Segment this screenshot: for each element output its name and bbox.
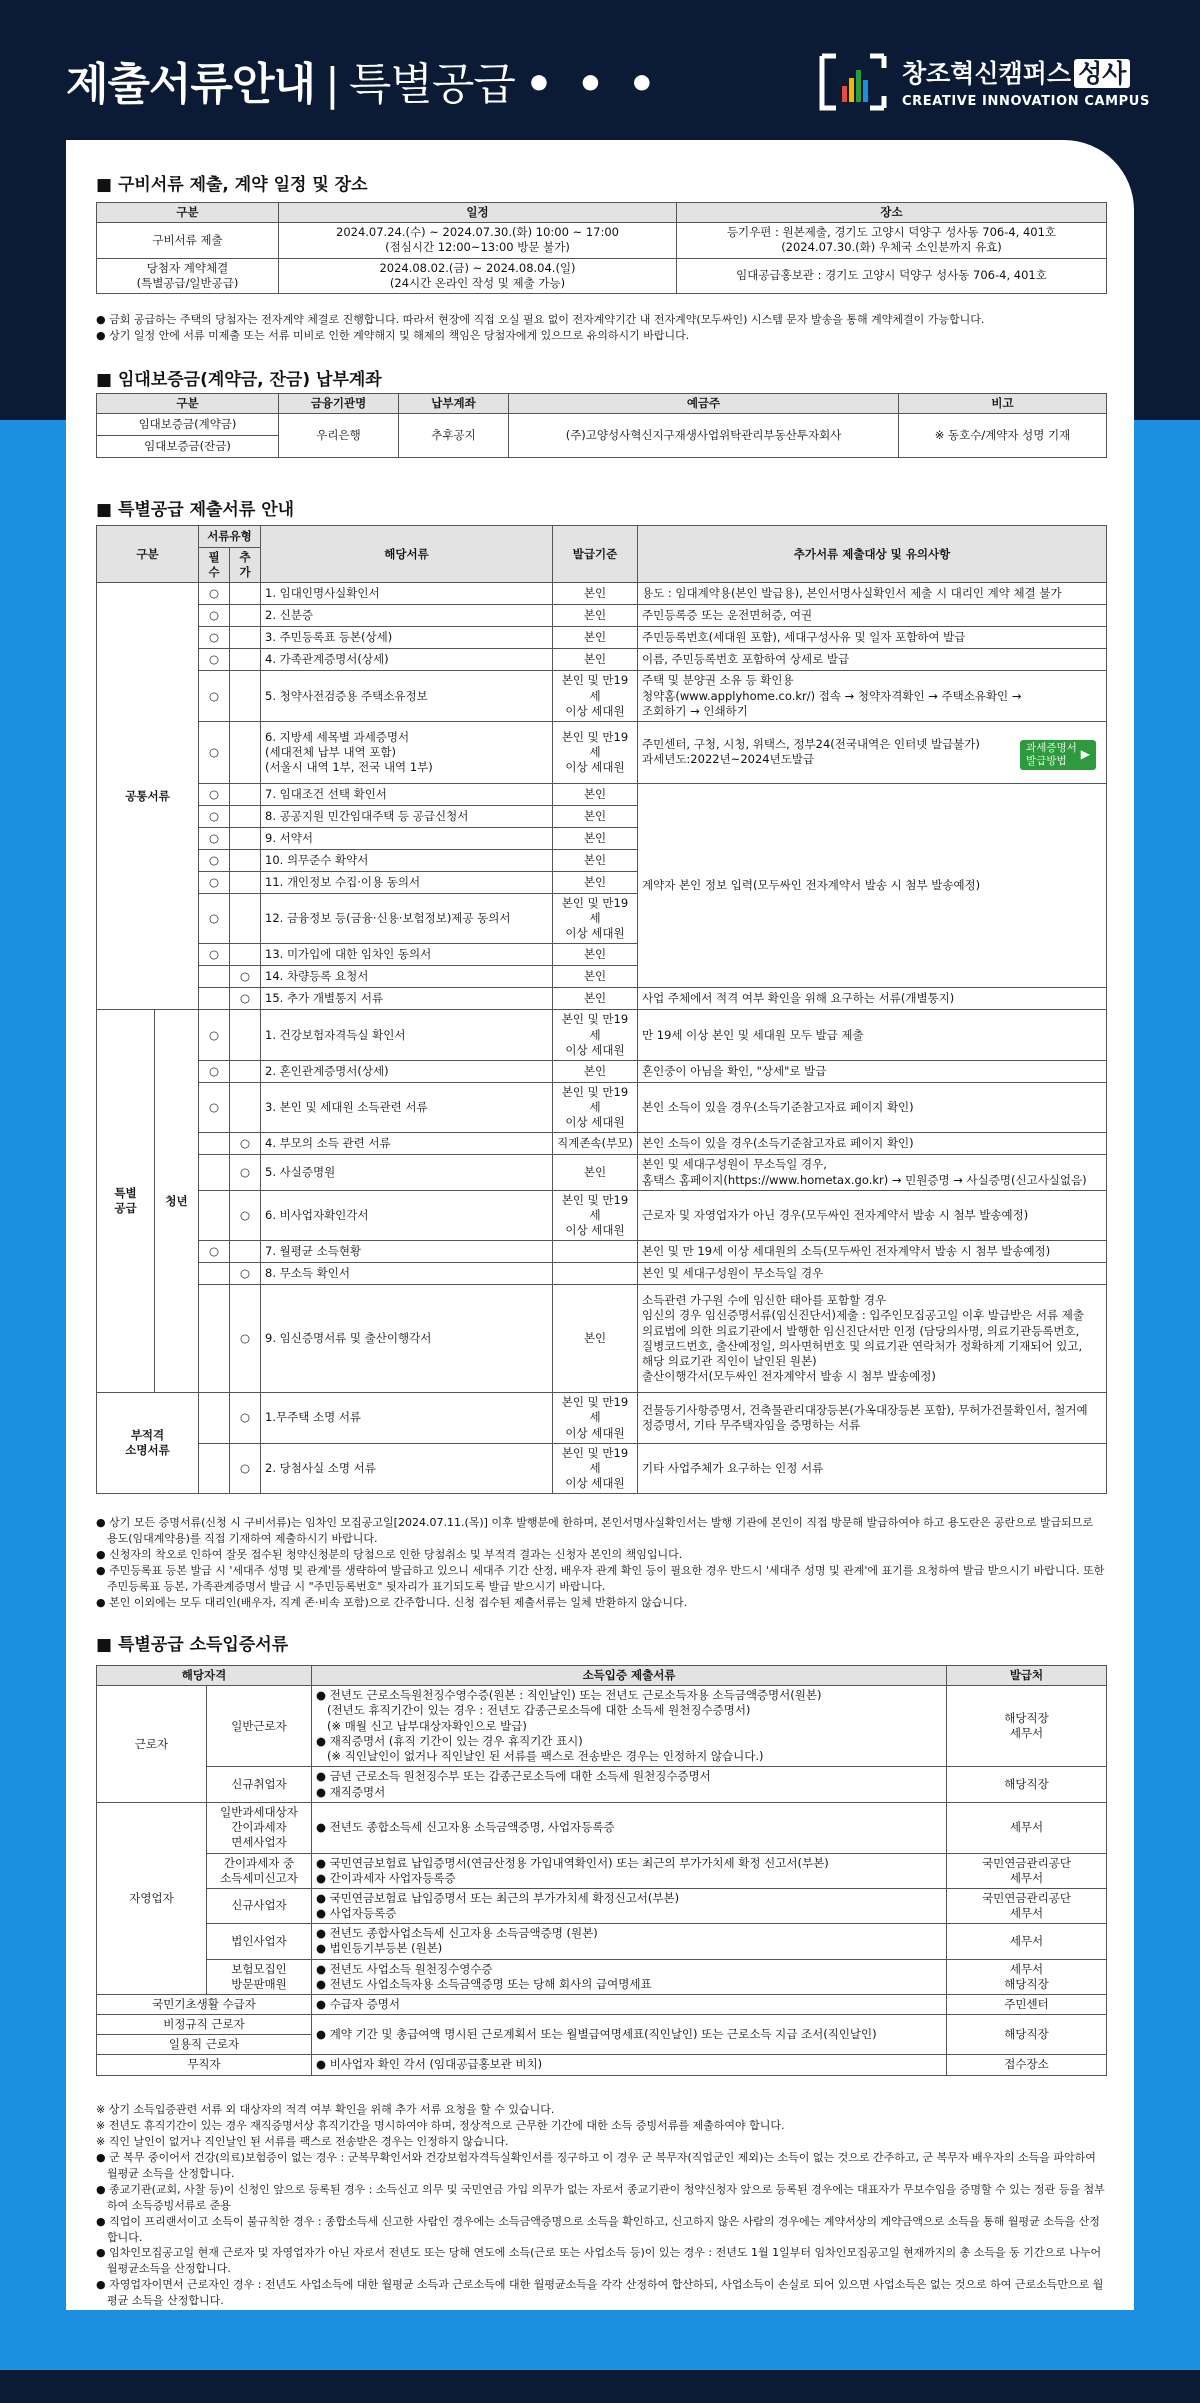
issue-basis: [553, 1241, 638, 1263]
required-mark: ○: [199, 783, 230, 805]
table-row: [97, 1263, 1107, 1285]
section-title-income-docs: ■ 특별공급 소득입증서류: [96, 1635, 289, 1655]
note: ● 신청자의 착오로 인하여 잘못 접수된 청약신청분의 당첨으로 인한 당첨취소 및 부적격 결과는 신청자 본인의 책임입니다.: [96, 1547, 683, 1561]
issue-basis: 본인: [553, 966, 638, 988]
note: ● 직업이 프리랜서이고 소득이 불규칙한 경우 : 종합소득세 신고한 사람인 경우에는 소득금액증명으로 소득을 확인하고, 신고하지 않은 사람의 경우에는 계약서상의 계약금액으로 소득을 통해 월평균 소득을 산정합니다.: [96, 2214, 1100, 2244]
table-row: [97, 2055, 1107, 2075]
category-unfit: 부적격 소명서류: [97, 1393, 199, 1494]
issue-basis: 본인: [553, 605, 638, 627]
extra-note: 주민등록번호(세대원 포함), 세대구성사유 및 일자 포함하여 발급: [638, 627, 1107, 649]
income-doc-list: ● 국민연금보험료 납입증명서(연금산정용 가입내역확인서) 또는 최근의 부가가치세 확정 신고서(부본) ● 간이과세자 사업자등록증: [312, 1853, 947, 1888]
required-mark: [199, 1133, 230, 1155]
additional-mark: [230, 1060, 261, 1082]
note: ※ 전년도 휴직기간이 있는 경우 재직증명서상 휴직기간을 명시하여야 하며, 정상적으로 근무한 기간에 대한 소득 증빙서류를 제출하여야 합니다.: [96, 2118, 785, 2132]
qualification-daily: 일용직 근로자: [97, 2035, 312, 2055]
required-mark: [199, 988, 230, 1010]
account-remark: ※ 동호수/계약자 성명 기재: [899, 414, 1107, 458]
required-mark: ○: [199, 649, 230, 671]
campus-logo-icon: [818, 52, 888, 112]
page-header: [0, 0, 1200, 140]
table-row: [97, 2015, 1107, 2035]
issue-basis: 본인: [553, 805, 638, 827]
note: ※ 직인 날인이 없거나 직인날인 된 서류를 팩스로 전송받은 경우는 인정하지 않습니다.: [96, 2134, 509, 2148]
issue-basis: 본인: [553, 1285, 638, 1393]
note: ● 자영업자이면서 근로자인 경우 : 전년도 사업소득에 대한 월평균 소득과 근로소득에 대한 월평균소득을 각각 산정하여 합산하되, 사업소득이 손실로 되어 있으면 사업소득은 없는 것으로 하여 근로소득만으로 월평균 소득을 산정합니다.: [96, 2278, 1104, 2308]
logo-badge: 성사: [1074, 59, 1130, 88]
extra-note: 본인 소득이 있을 경우(소득기준참고자료 페이지 확인): [638, 1082, 1107, 1133]
contract-schedule: [279, 258, 677, 293]
th-gubun: 구분: [97, 394, 279, 414]
document-name: 7. 월평균 소득현황: [261, 1241, 553, 1263]
title-sub: 특별공급: [348, 59, 515, 110]
issue-basis: 본인 및 만19세 이상 세대원: [553, 1010, 638, 1061]
document-name: 9. 서약서: [261, 827, 553, 849]
extra-note: [638, 721, 1107, 783]
extra-note: 용도 : 임대계약용(본인 발급용), 본인서명사실확인서 제출 시 대리인 계약 체결 불가: [638, 583, 1107, 605]
extra-note: 근로자 및 자영업자가 아닌 경우(모두싸인 전자계약서 발송 시 첨부 발송예정): [638, 1190, 1107, 1241]
tax-certificate-guide-button[interactable]: [1020, 740, 1096, 770]
qualification-sub: 신규취업자: [207, 1767, 312, 1803]
campus-logo: [818, 50, 1148, 120]
document-name: 12. 금융정보 등(금융·신용·보험정보)제공 동의서: [261, 893, 553, 944]
schedule-line: 2024.07.24.(수) ~ 2024.07.30.(화) 10:00 ~ 17:00: [336, 225, 619, 240]
issue-basis: 본인 및 만19세 이상 세대원: [553, 1190, 638, 1241]
issue-basis: 본인 및 만19세 이상 세대원: [553, 721, 638, 783]
additional-mark: [230, 1010, 261, 1061]
document-name: 2. 당첨사실 소명 서류: [261, 1443, 553, 1494]
issue-basis: 직계존속(부모): [553, 1133, 638, 1155]
note: ● 군 복무 중이어서 건강(의료)보험증이 없는 경우 : 군복무확인서와 건강보험자격득실확인서를 징구하고 이 경우 군 복무자(직업군인 제외)는 소득이 없는 것으로 간주하고, 군 복무자 배우자의 소득을 파악하여 월평균 소득을 산정합니다.: [96, 2150, 1096, 2180]
extra-note: 주택 및 분양권 소유 등 확인용 청약홈(www.applyhome.co.kr/) 접속 → 청약자격확인 → 주택소유확인 → 조회하기 → 인쇄하기: [638, 671, 1107, 722]
table-row: [97, 583, 1107, 605]
required-mark: ○: [199, 627, 230, 649]
table-row: [97, 1994, 1107, 2014]
required-mark: ○: [199, 871, 230, 893]
required-mark: ○: [199, 1082, 230, 1133]
note: ● 금회 공급하는 주택의 당첨자는 전자계약 체결로 진행합니다. 따라서 현장에 직접 오실 필요 없이 전자계약기간 내 전자계약(모두싸인) 시스템 문자 발송을 통해 계약체결이 가능합니다.: [96, 313, 985, 326]
bank-name: 우리은행: [279, 414, 399, 458]
th-basis: 발급기준: [553, 526, 638, 583]
th-gubun: 구분: [97, 203, 279, 223]
table-row: [97, 1010, 1107, 1061]
th-gubun: 구분: [97, 526, 199, 583]
document-name: 15. 추가 개별통지 서류: [261, 988, 553, 1010]
th-required: 필수: [199, 548, 230, 583]
extra-note: 본인 소득이 있을 경우(소득기준참고자료 페이지 확인): [638, 1133, 1107, 1155]
issuer: 세무서: [947, 1924, 1107, 1959]
required-mark: [199, 1285, 230, 1393]
th-account: 납부계좌: [399, 394, 509, 414]
qualification-sub: 보험모집인 방문판매원: [207, 1959, 312, 1994]
required-mark: ○: [199, 944, 230, 966]
income-doc-list: ● 전년도 종합소득세 신고자용 소득금액증명, 사업자등록증: [312, 1803, 947, 1854]
document-name: 10. 의무준수 확약서: [261, 849, 553, 871]
document-name: 5. 청약사전검증용 주택소유정보: [261, 671, 553, 722]
table-row: [97, 649, 1107, 671]
issuer: 주민센터: [947, 1994, 1107, 2014]
note: ● 상기 모든 증명서류(신청 시 구비서류)는 임차인 모집공고일[2024.07.11.(목)] 이후 발행분에 한하며, 본인서명사실확인서는 발행 기관에 본인이 직접 방문해 발급하여야 하고 용도란은 공란으로 발급되므로 용도(임대계약용)를 직접 기재하여 제출하시기 바랍니다.: [96, 1516, 1093, 1545]
table-row: [97, 1686, 1107, 1767]
additional-mark: [230, 627, 261, 649]
income-doc-list: ● 전년도 사업소득 원천징수영수증 ● 전년도 사업소득자용 소득금액증명 또는 당해 회사의 급여명세표: [312, 1959, 947, 1994]
document-sheet: [66, 140, 1134, 2310]
account-holder: (주)고양성사혁신지구재생사업위탁관리부동산투자회사: [509, 414, 899, 458]
additional-mark: [230, 605, 261, 627]
extra-note: 본인 및 만 19세 이상 세대원의 소득(모두싸인 전자계약서 발송 시 첨부 발송예정): [638, 1241, 1107, 1263]
document-name: 2. 신분증: [261, 605, 553, 627]
qualification-sub: 일반과세대상자 간이과세자 면세사업자: [207, 1803, 312, 1854]
th-qualification: 해당자격: [97, 1666, 312, 1686]
table-row: [97, 1959, 1107, 1994]
document-name: 1. 임대인명사실확인서: [261, 583, 553, 605]
note: ● 본인 이외에는 모두 대리인(배우자, 직계 존·비속 포함)으로 간주합니다. 신청 접수된 제출서류는 일체 반환하지 않습니다.: [96, 1595, 688, 1609]
additional-mark: ○: [230, 1263, 261, 1285]
issuer: 해당직장 세무서: [947, 1686, 1107, 1767]
note: ※ 상기 소득입증관련 서류 외 대상자의 적격 여부 확인을 위해 추가 서류 요청을 할 수 있습니다.: [96, 2103, 555, 2116]
issue-basis: 본인 및 만19세 이상 세대원: [553, 1393, 638, 1444]
th-remark: 비고: [899, 394, 1107, 414]
issue-basis: 본인: [553, 988, 638, 1010]
document-name: 11. 개인정보 수집·이용 동의서: [261, 871, 553, 893]
required-mark: ○: [199, 671, 230, 722]
additional-mark: [230, 849, 261, 871]
table-row: [97, 1924, 1107, 1959]
issuer: 해당직장: [947, 2015, 1107, 2055]
document-name: 1. 건강보험자격득실 확인서: [261, 1010, 553, 1061]
additional-mark: [230, 1082, 261, 1133]
th-document: 해당서류: [261, 526, 553, 583]
income-doc-list: ● 국민연금보험료 납입증명서 또는 최근의 부가가치세 확정신고서(부본) ● 사업자등록증: [312, 1888, 947, 1923]
additional-mark: ○: [230, 1133, 261, 1155]
extra-note: 주민등록증 또는 운전면허증, 여권: [638, 605, 1107, 627]
issue-basis: 본인 및 만19세 이상 세대원: [553, 1443, 638, 1494]
th-issuer: 발급처: [947, 1666, 1107, 1686]
required-mark: ○: [199, 827, 230, 849]
th-additional: 추가: [230, 548, 261, 583]
place-line: 등기우편 : 원본제출, 경기도 고양시 덕양구 성사동 706-4, 401호: [726, 225, 1057, 240]
income-doc-list: ● 비사업자 확인 각서 (임대공급홍보관 비치): [312, 2055, 947, 2075]
required-mark: [199, 1263, 230, 1285]
row-docs-submit: 구비서류 제출: [97, 223, 279, 258]
schedule-line: (점심시간 12:00~13:00 방문 불가): [385, 240, 570, 255]
page-title: [66, 48, 660, 112]
special-docs-notes: [96, 1515, 1106, 1611]
document-name: 8. 무소득 확인서: [261, 1263, 553, 1285]
table-row: [97, 627, 1107, 649]
logo-ko-text: 창조혁신캠퍼스: [902, 59, 1072, 88]
issue-basis: 본인: [553, 944, 638, 966]
issue-basis: 본인: [553, 583, 638, 605]
required-mark: ○: [199, 849, 230, 871]
issuer: 세무서 해당직장: [947, 1959, 1107, 1994]
tax-btn-line: 발급방법: [1026, 754, 1067, 767]
extra-note: 만 19세 이상 본인 및 세대원 모두 발급 제출: [638, 1010, 1107, 1061]
tax-btn-line: 과세증명서: [1026, 741, 1077, 754]
required-mark: ○: [199, 893, 230, 944]
qualification-sub: 신규사업자: [207, 1888, 312, 1923]
additional-mark: ○: [230, 988, 261, 1010]
th-place: 장소: [677, 203, 1107, 223]
additional-mark: [230, 805, 261, 827]
issue-basis: 본인: [553, 827, 638, 849]
issue-basis: 본인: [553, 849, 638, 871]
required-mark: [199, 1443, 230, 1494]
schedule-line: 2024.08.02.(금) ~ 2024.08.04.(일): [379, 260, 576, 275]
note: ● 상기 일정 안에 서류 미제출 또는 서류 미비로 인한 계약해지 및 해제의 책임은 당첨자에게 있으므로 유의하시기 바랍니다.: [96, 328, 690, 342]
issue-basis: [553, 1263, 638, 1285]
play-arrow-icon: ▶: [1080, 747, 1090, 762]
extra-note: 이름, 주민등록번호 포함하여 상세로 발급: [638, 649, 1107, 671]
issue-basis: 본인: [553, 1060, 638, 1082]
income-notes: [96, 2102, 1106, 2309]
th-holder: 예금주: [509, 394, 899, 414]
document-name: 7. 임대조건 선택 확인서: [261, 783, 553, 805]
account-table: [96, 393, 1107, 458]
deposit-balance: 임대보증금(잔금): [97, 436, 279, 458]
issuer: 접수장소: [947, 2055, 1107, 2075]
income-doc-list: ● 금년 근로소득 원천징수부 또는 갑종근로소득에 대한 소득세 원천징수증명서 ● 재직증명서: [312, 1767, 947, 1803]
additional-mark: [230, 827, 261, 849]
additional-mark: [230, 1241, 261, 1263]
issue-basis: 본인: [553, 1155, 638, 1190]
table-row: [97, 1853, 1107, 1888]
document-name: 2. 혼인관계증명서(상세): [261, 1060, 553, 1082]
extra-note: 본인 및 세대구성원이 무소득일 경우, 홈택스 홈페이지(https://www.hometax.go.kr) → 민원증명 → 사실증명(신고사실없음): [638, 1155, 1107, 1190]
qualification-unemployed: 무직자: [97, 2055, 312, 2075]
table-row: [97, 671, 1107, 722]
table-row: [97, 1443, 1107, 1494]
schedule-table: [96, 202, 1107, 294]
title-main: 제출서류안내: [66, 59, 316, 110]
extra-note: 본인 및 세대구성원이 무소득일 경우: [638, 1263, 1107, 1285]
category-special: 특별 공급: [97, 1010, 155, 1393]
extra-note-merged: 계약자 본인 정보 입력(모두싸인 전자계약서 발송 시 첨부 발송예정): [638, 783, 1107, 988]
docs-submit-schedule: [279, 223, 677, 258]
extra-note: 소득관련 가구원 수에 임신한 태아를 포함할 경우 임신의 경우 임신증명서류(임신진단서)제출 : 입주인모집공고일 이후 발급받은 서류 제출 의료법에 의한 의료기관에서 발행한 임신진단서만 인정 (담당의사명, 의료기관등록번호, 질병코드번호, 출산예정일, 의사면허번호 및 의료기관 연락처가 정확하게 기재되어 있고, 해당 의료기관 직인이 날인된 원본) 출산이행각서(모두싸인 전자계약서 발송 시 첨부 발송예정): [638, 1285, 1107, 1393]
note: ● 종교기관(교회, 사찰 등)이 신청인 앞으로 등록된 경우 : 소득신고 의무 및 국민연금 가입 의무가 없는 자로서 종교기관이 청약신청자 앞으로 등록된 경우에는 대표자가 무보수임을 증명할 수 있는 정관 등을 첨부하여 소득증빙서류로 준용: [96, 2182, 1105, 2212]
issue-basis: 본인: [553, 627, 638, 649]
schedule-line: (24시간 온라인 작성 및 제출 가능): [389, 275, 566, 290]
table-row: [97, 1060, 1107, 1082]
bottom-band: [0, 2370, 1200, 2403]
required-mark: ○: [199, 1010, 230, 1061]
additional-mark: ○: [230, 1285, 261, 1393]
issue-basis: 본인: [553, 783, 638, 805]
qualification-sub: 법인사업자: [207, 1924, 312, 1959]
document-name: 13. 미가입에 대한 임차인 동의서: [261, 944, 553, 966]
required-mark: ○: [199, 1060, 230, 1082]
table-row: [97, 1393, 1107, 1444]
additional-mark: [230, 671, 261, 722]
additional-mark: ○: [230, 966, 261, 988]
th-income-docs: 소득입증 제출서류: [312, 1666, 947, 1686]
additional-mark: ○: [230, 1393, 261, 1444]
table-row: [97, 1285, 1107, 1393]
section-title-account: ■ 임대보증금(계약금, 잔금) 납부계좌: [96, 370, 382, 390]
income-doc-list: ● 계약 기간 및 총급여액 명시된 근로계획서 또는 월별급여명세표(직인날인) 또는 근로소득 지급 조서(직인날인): [312, 2015, 947, 2055]
additional-mark: [230, 871, 261, 893]
th-bank: 금융기관명: [279, 394, 399, 414]
qualification-sub: 간이과세자 중 소득세미신고자: [207, 1853, 312, 1888]
extra-note-text: 주민센터, 구청, 시청, 위택스, 정부24(전국내역은 인터넷 발급불가) 과세년도:2022년~2024년도발급: [642, 737, 980, 767]
additional-mark: ○: [230, 1190, 261, 1241]
issue-basis: 본인: [553, 649, 638, 671]
th-extra-notes: 추가서류 제출대상 및 유의사항: [638, 526, 1107, 583]
table-row: [97, 1241, 1107, 1263]
additional-mark: [230, 944, 261, 966]
required-mark: ○: [199, 605, 230, 627]
table-row: [97, 783, 1107, 805]
qualification-irregular: 비정규직 근로자: [97, 2015, 312, 2035]
qualification-sub: 일반근로자: [207, 1686, 312, 1767]
additional-mark: ○: [230, 1155, 261, 1190]
additional-mark: ○: [230, 1443, 261, 1494]
additional-mark: [230, 783, 261, 805]
extra-note: 사업 주체에서 적격 여부 확인을 위해 요구하는 서류(개별통지): [638, 988, 1107, 1010]
category-self-employed: 자영업자: [97, 1803, 207, 1995]
additional-mark: [230, 649, 261, 671]
document-name: 6. 지방세 세목별 과세증명서 (세대전체 납부 내역 포함) (서울시 내역 1부, 전국 내역 1부): [261, 721, 553, 783]
additional-mark: [230, 583, 261, 605]
issue-basis: 본인: [553, 871, 638, 893]
required-mark: [199, 966, 230, 988]
document-name: 4. 가족관계증명서(상세): [261, 649, 553, 671]
table-row: [97, 1803, 1107, 1854]
document-name: 5. 사실증명원: [261, 1155, 553, 1190]
table-row: [97, 1155, 1107, 1190]
issuer: 해당직장: [947, 1767, 1107, 1803]
table-row: [97, 1888, 1107, 1923]
required-mark: ○: [199, 721, 230, 783]
required-mark: [199, 1190, 230, 1241]
row-contract: [97, 258, 279, 293]
required-mark: ○: [199, 583, 230, 605]
category-youth: 청년: [155, 1010, 199, 1393]
tax-btn-label: [1026, 742, 1077, 768]
th-doc-type: 서류유형: [199, 526, 261, 548]
issuer: 세무서: [947, 1803, 1107, 1854]
docs-submit-place: [677, 223, 1107, 258]
deposit-contract: 임대보증금(계약금): [97, 414, 279, 436]
table-row: [97, 1082, 1107, 1133]
issue-basis: 본인 및 만19세 이상 세대원: [553, 893, 638, 944]
note: ● 임차인모집공고일 현재 근로자 및 자영업자가 아닌 자로서 전년도 또는 당해 연도에 소득(근로 또는 사업소득 등)이 있는 경우 : 전년도 1월 1일부터 임차인모집공고일 현재까지의 총 소득을 동 기간으로 나누어 월평균소득을 산정합니다.: [96, 2246, 1102, 2276]
place-line: (2024.07.30.(화) 우체국 소인분까지 유효): [781, 240, 1002, 255]
required-mark: [199, 1393, 230, 1444]
table-row: [97, 1133, 1107, 1155]
extra-note: 혼인중이 아님을 확인, "상세"로 발급: [638, 1060, 1107, 1082]
qualification-basic-livelihood: 국민기초생활 수급자: [97, 1994, 312, 2014]
income-docs-table: [96, 1665, 1107, 2076]
section-title-special-docs: ■ 특별공급 제출서류 안내: [96, 500, 295, 520]
document-name: 3. 본인 및 세대원 소득관련 서류: [261, 1082, 553, 1133]
required-mark: ○: [199, 1241, 230, 1263]
table-row: [97, 1767, 1107, 1803]
section-title-schedule: ■ 구비서류 제출, 계약 일정 및 장소: [96, 175, 368, 195]
income-doc-list: ● 전년도 종합사업소득세 신고자용 소득금액증명 (원본) ● 법인등기부등본 (원본): [312, 1924, 947, 1959]
contract-label: 당첨자 계약체결: [146, 260, 229, 275]
issuer: 국민연금관리공단 세무서: [947, 1888, 1107, 1923]
title-separator: |: [325, 59, 339, 110]
table-row: [97, 721, 1107, 783]
required-mark: ○: [199, 805, 230, 827]
th-schedule: 일정: [279, 203, 677, 223]
document-name: 1.무주택 소명 서류: [261, 1393, 553, 1444]
table-row: [97, 1190, 1107, 1241]
contract-place: 임대공급홍보관 : 경기도 고양시 덕양구 성사동 706-4, 401호: [677, 258, 1107, 293]
logo-english-name: CREATIVE INNOVATION CAMPUS: [902, 94, 1150, 109]
document-name: 8. 공공지원 민간임대주택 등 공급신청서: [261, 805, 553, 827]
title-dots: • • •: [524, 59, 660, 110]
category-common: 공통서류: [97, 583, 199, 1010]
document-name: 9. 임신증명서류 및 출산이행각서: [261, 1285, 553, 1393]
income-doc-list: ● 수급자 증명서: [312, 1994, 947, 2014]
contract-label: (특별공급/일반공급): [136, 275, 239, 290]
additional-mark: [230, 893, 261, 944]
category-employee: 근로자: [97, 1686, 207, 1803]
issue-basis: 본인 및 만19세 이상 세대원: [553, 1082, 638, 1133]
document-name: 6. 비사업자확인각서: [261, 1190, 553, 1241]
table-row: [97, 605, 1107, 627]
extra-note: 건물등기사항증명서, 건축물관리대장등본(가옥대장등본 포함), 무허가건물확인서, 철거예 정증명서, 기타 무주택자임을 증명하는 서류: [638, 1393, 1107, 1444]
note: ● 주민등록표 등본 발급 시 '세대주 성명 및 관계'를 생략하여 발급하고 있으니 세대주 기간 산정, 배우자 관계 확인 등이 필요한 경우 반드시 '세대주 성명 및 관계'에 표기를 요청하여 발급 받으시기 바랍니다. 또한 주민등록표 등본, 가족관계증명서 발급 시 "주민등록번호" 뒷자리가 표기되도록 발급 받으시기 바랍니다.: [96, 1563, 1105, 1593]
logo-korean-name: [902, 54, 1130, 90]
account-number: 추후공지: [399, 414, 509, 458]
extra-note: 기타 사업주체가 요구하는 인정 서류: [638, 1443, 1107, 1494]
document-name: 3. 주민등록표 등본(상세): [261, 627, 553, 649]
schedule-notes: [96, 312, 1106, 344]
income-doc-list: ● 전년도 근로소득원천징수영수증(원본 : 직인날인) 또는 전년도 근로소득자용 소득금액증명서(원본) (전년도 휴직기간이 있는 경우 : 전년도 갑종근로소득에 대한 소득세 원천징수증명서) (※ 매월 신고 납부대상자확인으로 발급) ● 재직증명서 (휴직 기간이 있는 경우 휴직기간 표시) (※ 직인날인이 없거나 직인날인 된 서류를 팩스로 전송받은 경우는 인정하지 않습니다.): [312, 1686, 947, 1767]
document-name: 14. 차량등록 요청서: [261, 966, 553, 988]
document-name: 4. 부모의 소득 관련 서류: [261, 1133, 553, 1155]
additional-mark: [230, 721, 261, 783]
special-docs-table: [96, 525, 1107, 1494]
issue-basis: 본인 및 만19세 이상 세대원: [553, 671, 638, 722]
issuer: 국민연금관리공단 세무서: [947, 1853, 1107, 1888]
table-row: [97, 988, 1107, 1010]
required-mark: [199, 1155, 230, 1190]
